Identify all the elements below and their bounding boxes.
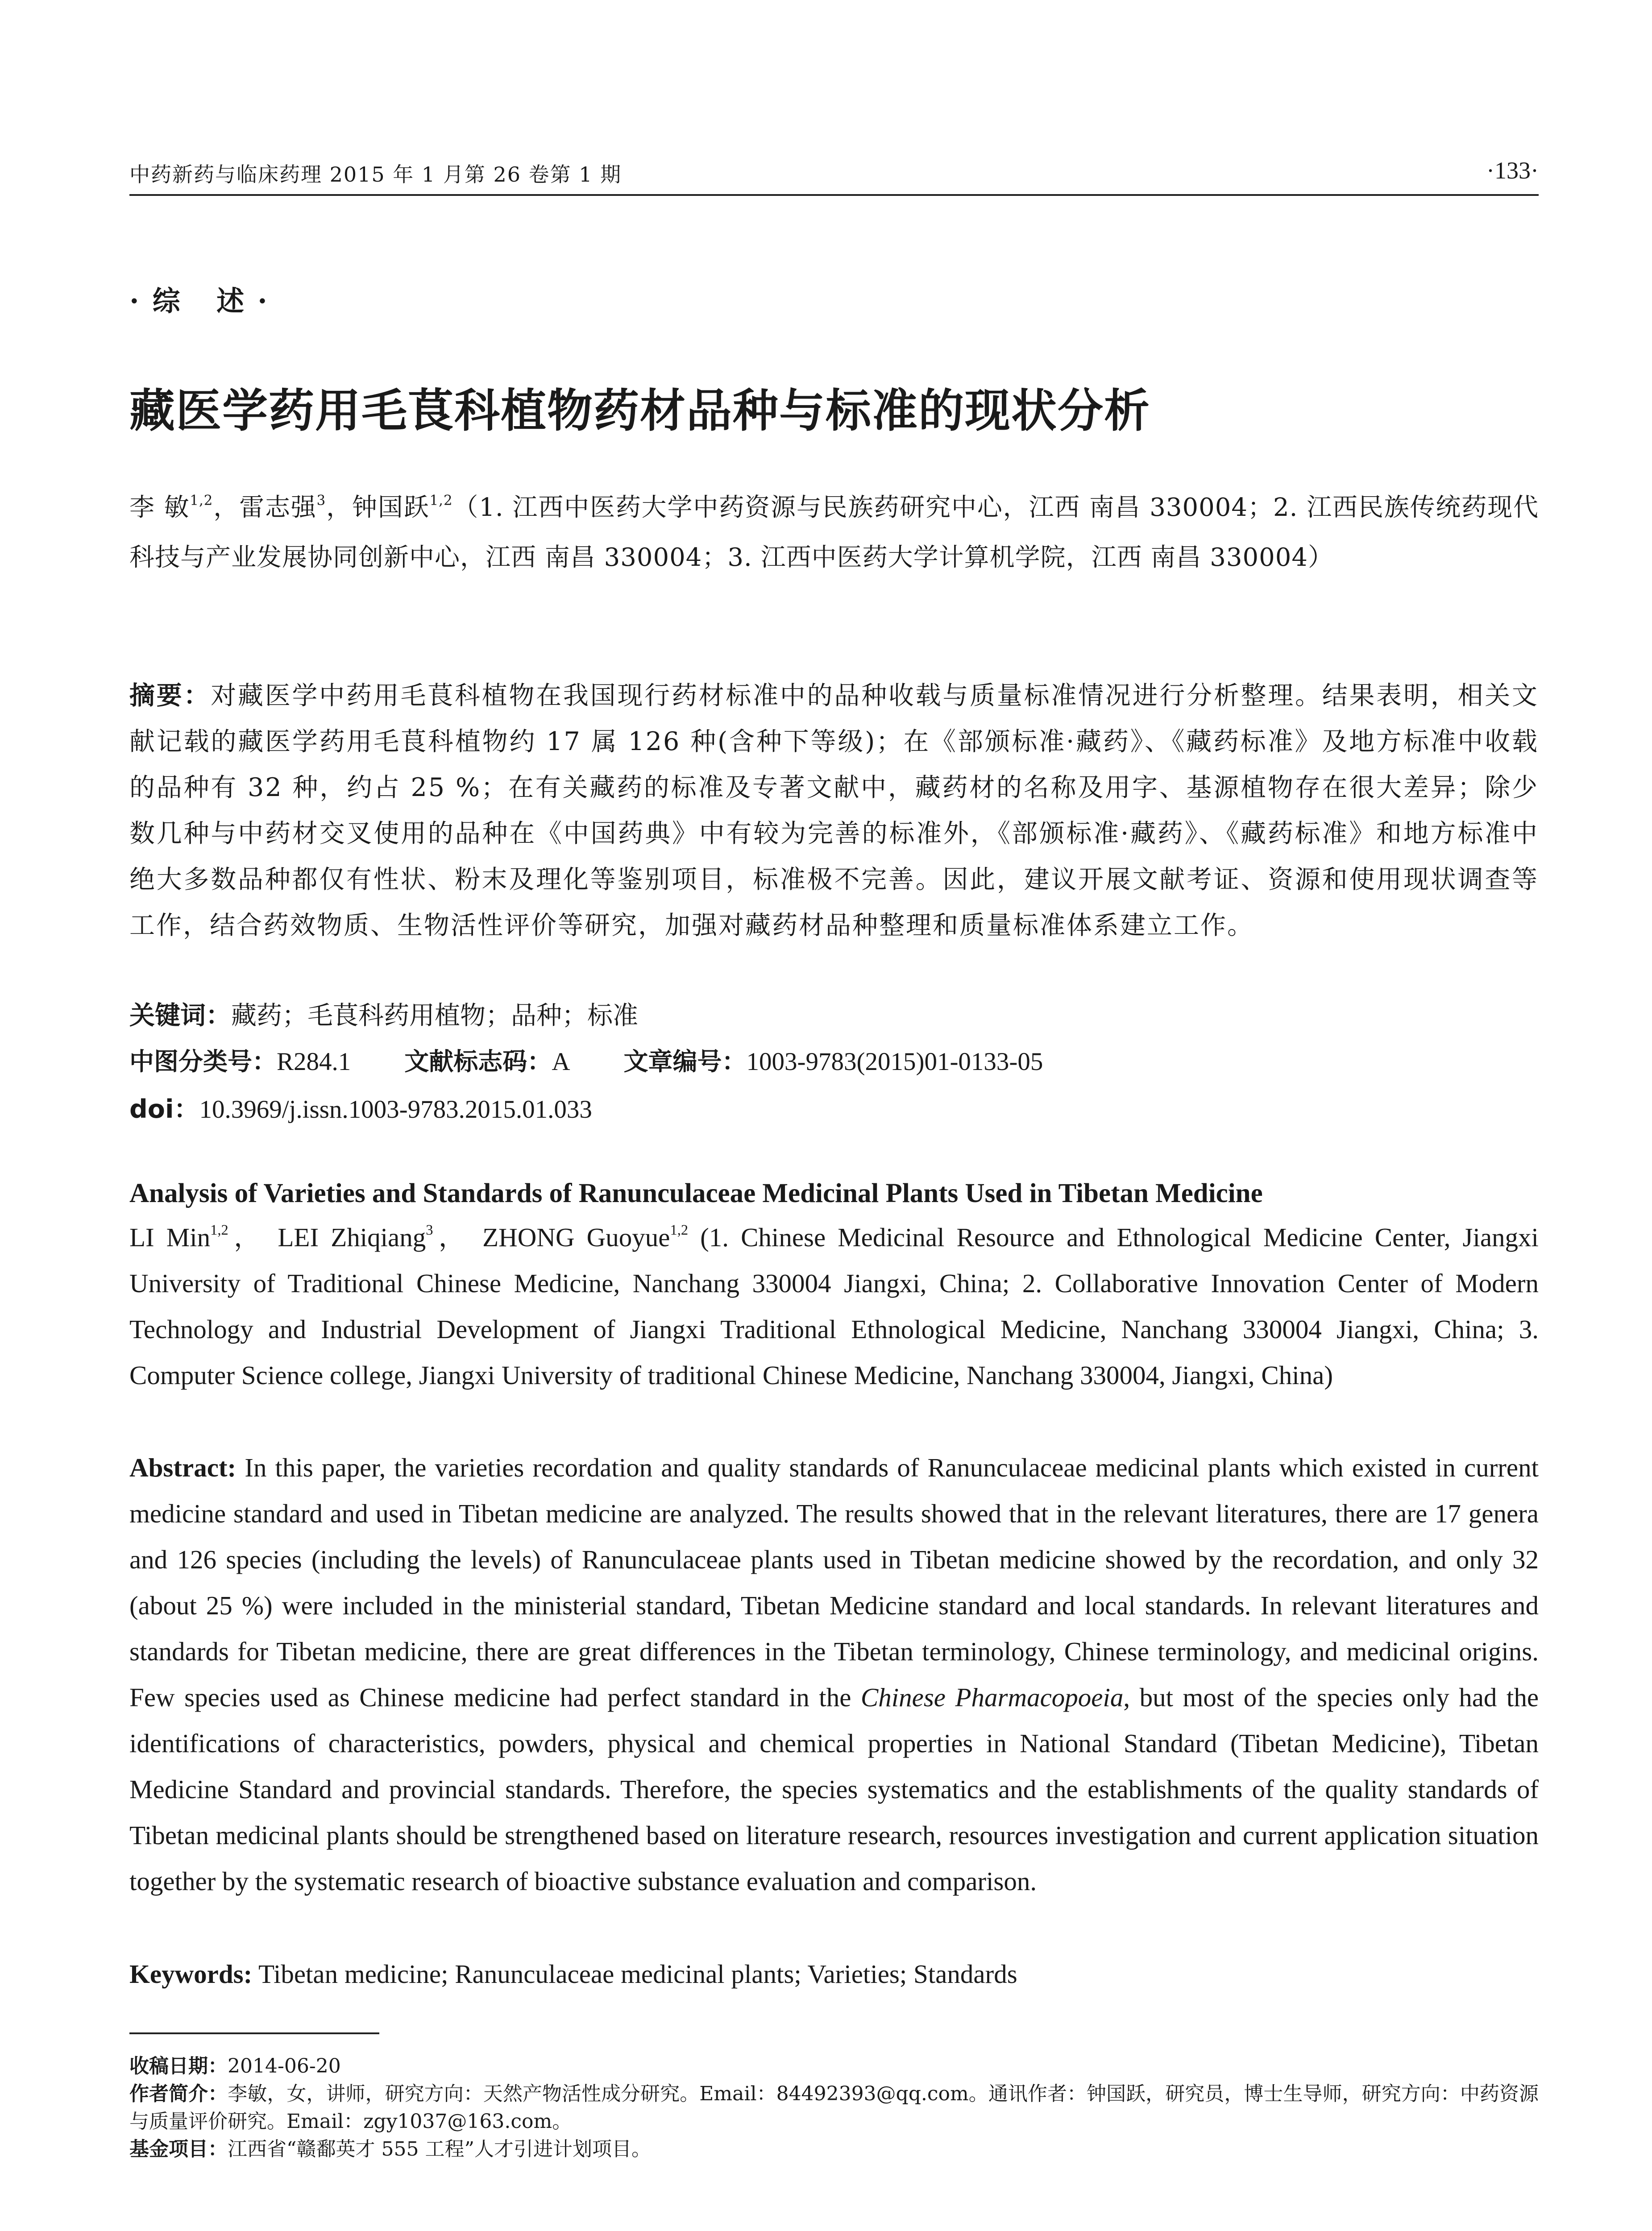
clc-label: 中图分类号： [129,1047,277,1076]
journal-info: 中药新药与临床药理 2015 年 1 月第 26 卷第 1 期 [129,162,622,187]
doc-code-value: A [552,1048,570,1076]
keywords-en-text: Tibetan medicine; Ranunculaceae medicinal plants; Varieties; Standards [252,1959,1017,1989]
abstract-en-text-2: , but most of the species only had the identifications of characteristics, powders, physical and chemical properties in National Standard (Tibetan Medicine), Tibetan Medicine Standard and provincial standards. Therefore, the species systematics and the establishments of the quality standards of Tibetan medicinal plants should be strengthened based on literature research, resources investigation and current application situation together by the systematic research of bioactive substance evaluation and comparison. [129,1683,1539,1896]
english-title: Analysis of Varieties and Standards of Ranunculaceae Medicinal Plants Used in Tibetan Medicine [129,1178,1263,1208]
doi-line [129,1089,592,1125]
author-sup-en: 1,2 [670,1222,689,1239]
author-name: 钟国跃 [352,493,430,522]
doc-code-label: 文献标志码： [404,1047,552,1076]
author-name: 雷志强 [239,493,317,522]
author-sup: 1,2 [190,492,213,509]
article-no-value: 1003-9783(2015)01-0133-05 [746,1048,1043,1076]
article-no-label: 文章编号： [623,1047,747,1076]
footnote-divider [129,2032,379,2034]
abstract-en-label: Abstract: [129,1453,237,1482]
column-tag: ·综 述· [129,285,281,317]
clc-value: R284.1 [277,1048,351,1076]
keywords-en [129,1959,1017,1990]
article-title: 藏医学药用毛茛科植物药材品种与标准的现状分析 [129,385,1150,438]
authors-affiliations-cn: 李 敏$^{1,2}$，雷志强$^3$，钟国跃$^{1,2}$（1. 江西中医药大学中药资源与民族药研究中心，江西 南昌 330004；2. 江西民族传统药现代科技与产业发展协同创新中心，江西 南昌 330004；3. 江西中医药大学计算机学院，江西 南昌 330004） [129,492,1539,572]
author-name: 李 敏 [129,493,190,522]
author-sup-en: 3 [426,1222,433,1239]
keywords-en-label: Keywords: [129,1959,253,1989]
keywords-cn-text: 藏药；毛茛科药用植物；品种；标准 [231,1001,638,1030]
doi-value[interactable]: 10.3969/j.issn.1003-9783.2015.01.033 [199,1095,592,1124]
affiliations-en: (1. Chinese Medicinal Resource and Ethnological Medicine Center, Jiangxi University of Traditional Chinese Medicine, Nanchang 330004 Jiangxi, China; 2. Collaborative Innovation Center of Modern Technology and Industrial Development of Jiangxi Traditional Ethnological Medicine, Nanchang 330004 Jiangxi, China; 3. Computer Science college, Jiangxi University of traditional Chinese Medicine, Nanchang 330004, Jiangxi, China) [129,1223,1539,1390]
affiliations-cn: （1. 江西中医药大学中药资源与民族药研究中心，江西 南昌 330004；2. 江西民族传统药现代科技与产业发展协同创新中心，江西 南昌 330004；3. 江西中医药大学计算机学院，江西 南昌 330004） [129,493,1539,572]
running-header [129,158,1539,196]
author-name-en: LI Min [129,1223,211,1252]
keywords-cn [129,995,638,1032]
footnote-author-bio: 作者简介：李敏，女，讲师，研究方向：天然产物活性成分研究。Email：84492393@qq.com。通讯作者：钟国跃，研究员，博士生导师，研究方向：中药资源与质量评价研究。Email：zgy1037@163.com。 [129,2082,1539,2133]
page-number: ·133· [1486,157,1539,184]
author-name-en: ZHONG Guoyue [482,1223,670,1252]
abstract-en [129,1445,1539,1904]
author-sup: 3 [316,492,326,509]
doi-label: doi： [129,1095,199,1124]
abstract-cn-text: 对藏医学中药用毛茛科植物在我国现行药材标准中的品种收载与质量标准情况进行分析整理。结果表明，相关文献记载的藏医学药用毛茛科植物约 17 属 126 种(含种下等级)；在《部颁标准·藏药》、《藏药标准》及地方标准中收载的品种有 32 种，约占 25 %；在有关藏药的标准及专著文献中，藏药材的名称及用字、基源植物存在很大差异；除少数几种与中药材交叉使用的品种在《中国药典》中有较为完善的标准外，《部颁标准·藏药》、《藏药标准》和地方标准中绝大多数品种都仅有性状、粉末及理化等鉴别项目，标准极不完善。因此，建议开展文献考证、资源和使用现状调查等工作，结合药效物质、生物活性评价等研究，加强对藏药材品种整理和质量标准体系建立工作。 [129,681,1539,940]
abstract-cn-label: 摘要： [129,681,211,710]
abstract-cn [129,673,1539,949]
abstract-en-italic: Chinese Pharmacopoeia [860,1683,1124,1712]
footnotes [129,2053,1539,2163]
footnote-received: 收稿日期：2014-06-20 [129,2055,341,2078]
author-name-en: LEI Zhiqiang [278,1223,426,1252]
author-sup-en: 1,2 [210,1222,228,1239]
keywords-cn-label: 关键词： [129,1001,231,1030]
authors-affiliations-en: LI Min$^{1,2}$， LEI Zhiqiang$^3$， ZHONG Guoyue$^{1,2}$ (1. Chinese Medicinal Resource and Ethnological Medicine Center, Jiangxi University of Traditional Chinese Medicine, Nanchang 330004 Jiangxi, China; 2. Collaborative Innovation Center of Modern Technology and Industrial Development of Jiangxi Traditional Ethnological Medicine, Nanchang 330004 Jiangxi, China; 3. Computer Science college, Jiangxi University of traditional Chinese Medicine, Nanchang 330004, Jiangxi, China) [129,1222,1539,1390]
author-sup: 1,2 [429,492,453,509]
footnote-funding: 基金项目：江西省“赣鄱英才 555 工程”人才引进计划项目。 [129,2138,651,2161]
abstract-en-text-1: In this paper, the varieties recordation and quality standards of Ranunculaceae medicinal plants which existed in current medicine standard and used in Tibetan medicine are analyzed. The results showed that in the relevant literatures, there are 17 genera and 126 species (including the levels) of Ranunculaceae plants used in Tibetan medicine showed by the recordation, and only 32 (about 25 %) were included in the ministerial standard, Tibetan Medicine standard and local standards. In relevant literatures and standards for Tibetan medicine, there are great differences in the Tibetan terminology, Chinese terminology, and medicinal origins. Few species used as Chinese medicine had perfect standard in the [129,1453,1539,1712]
classification-line [129,1042,1043,1077]
